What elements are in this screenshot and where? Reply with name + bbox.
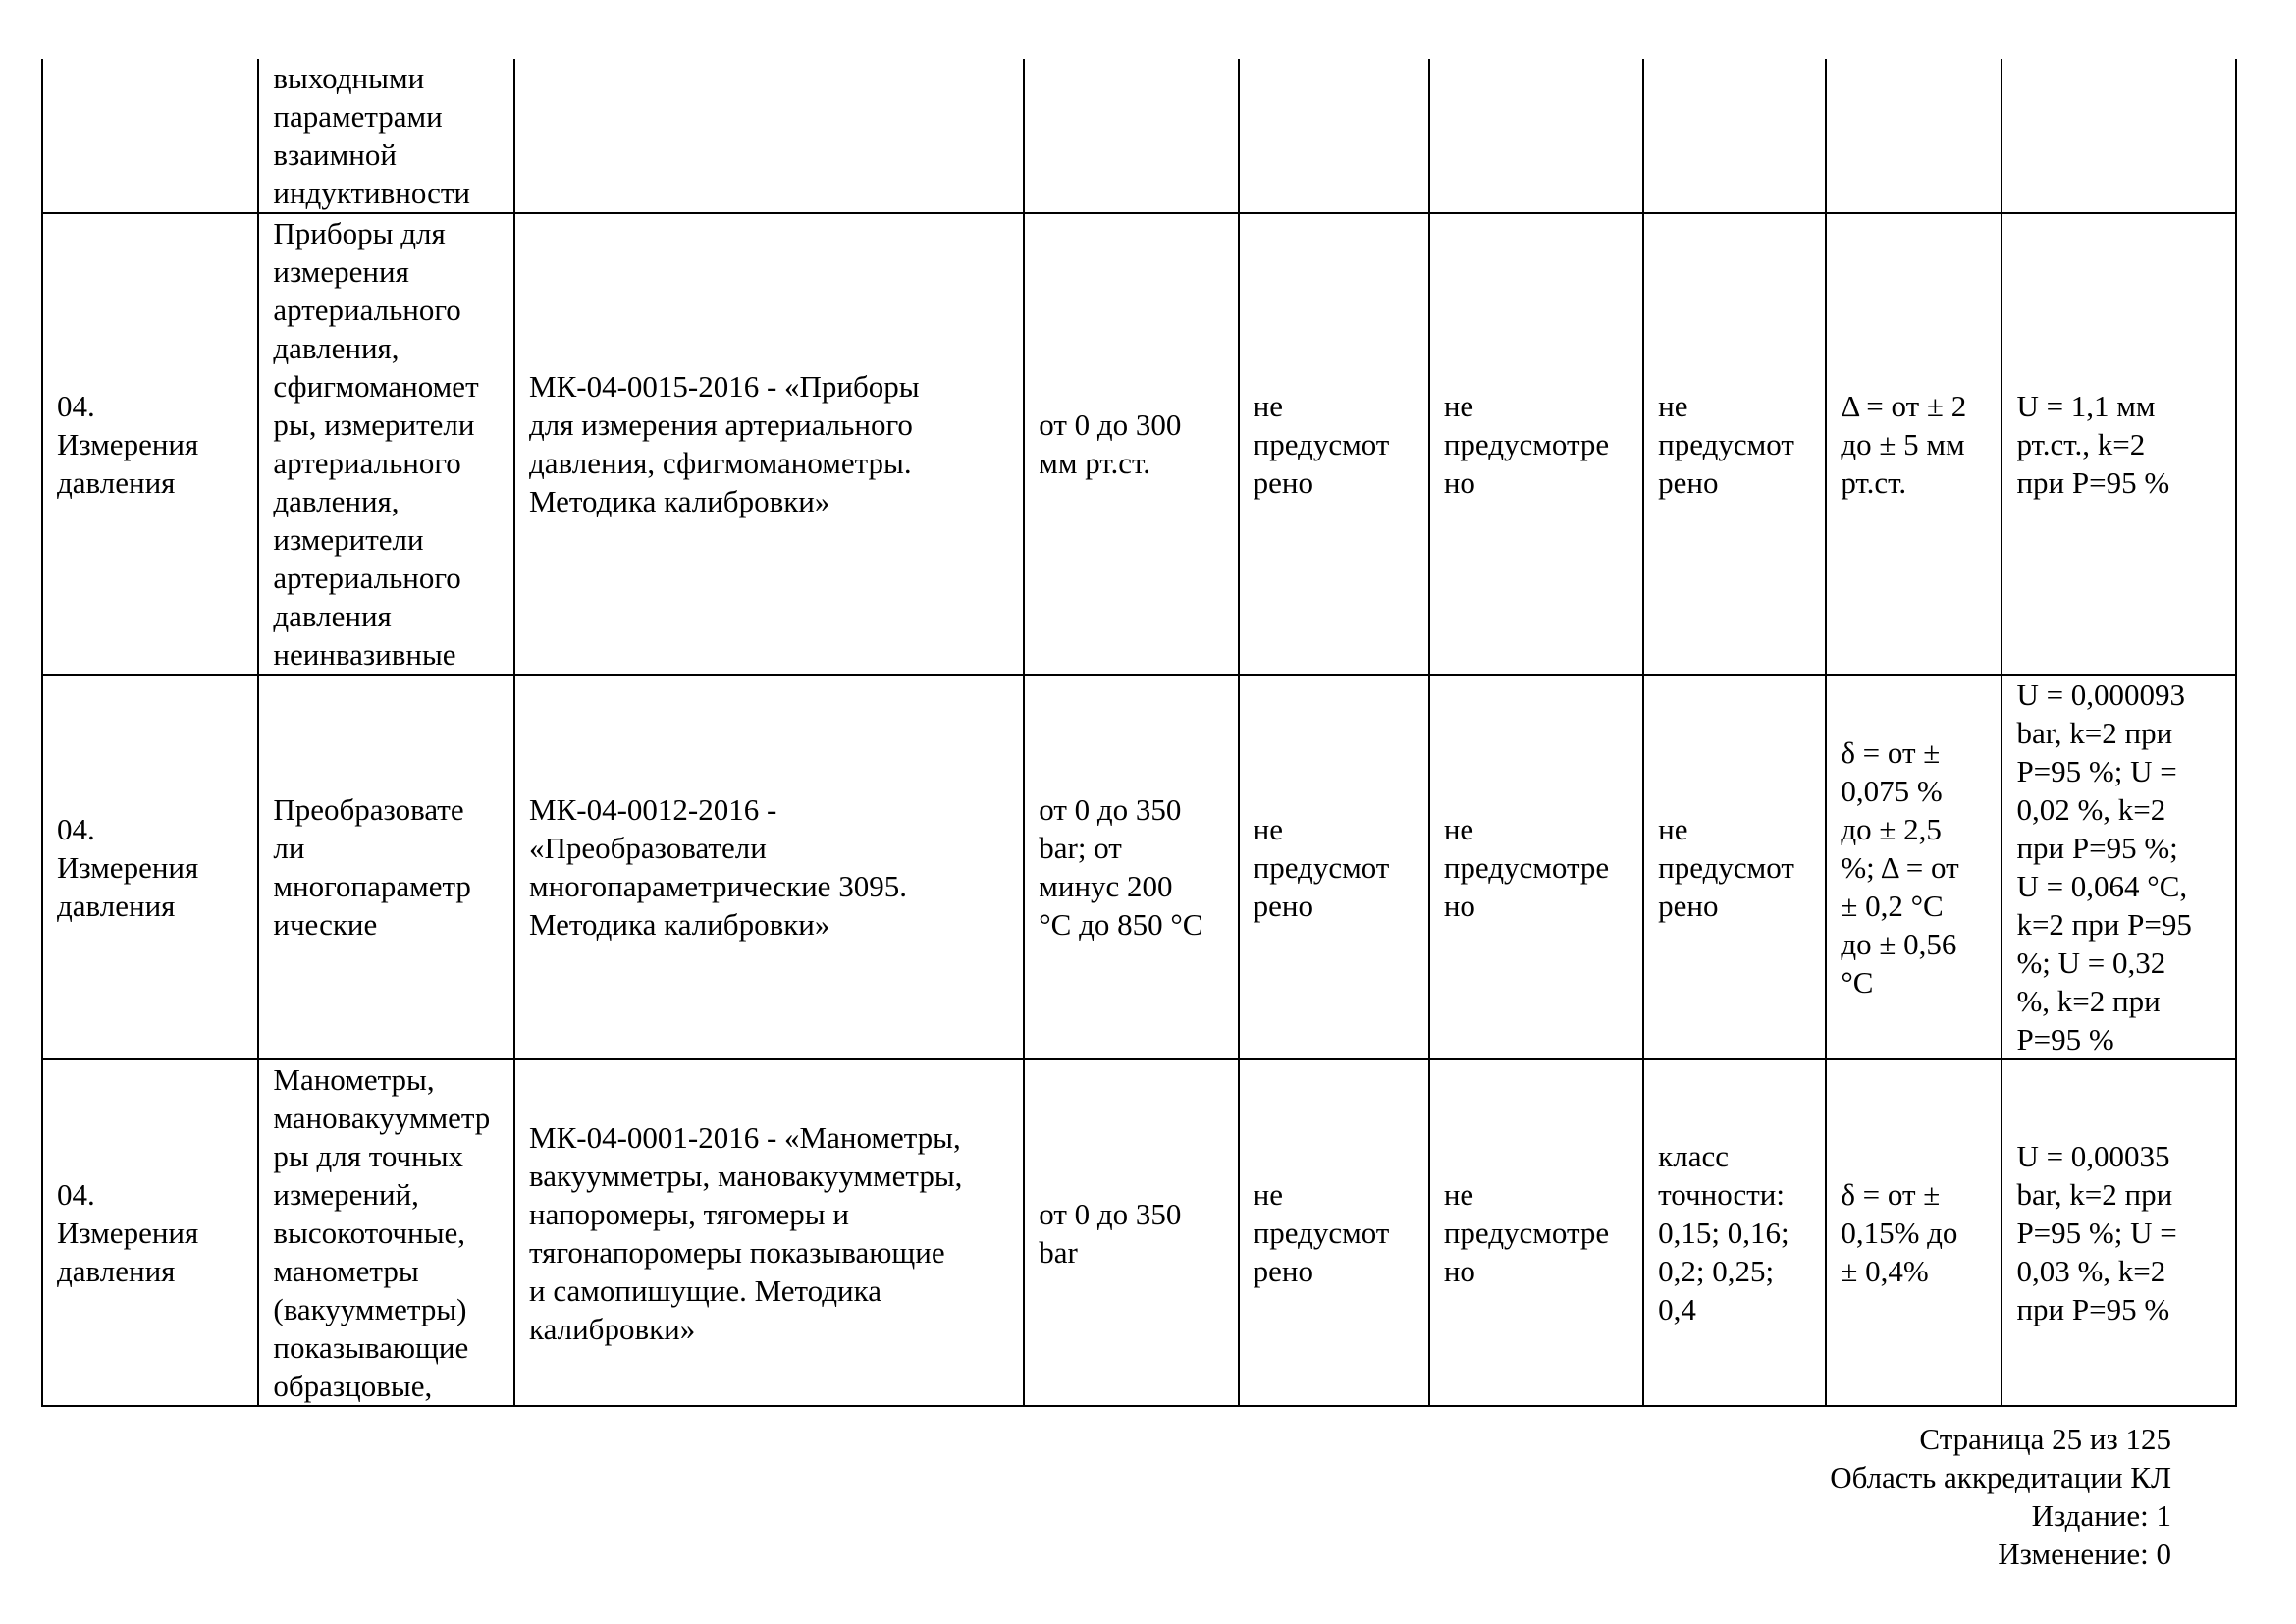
uncertainty-cell (2002, 1059, 2236, 1406)
cell-text-line: но (1443, 888, 1475, 923)
cell-text-line: U = 0,000093 (2016, 677, 2186, 712)
cell-text-line: 0,075 % (1841, 773, 1943, 808)
col7-cell (1643, 213, 1826, 675)
accuracy-cell (1826, 213, 2002, 675)
change-number: Изменение: 0 (1998, 1537, 2171, 1571)
cell-text-line: высокоточные, (273, 1216, 466, 1250)
cell-text-line: манометры (273, 1254, 419, 1288)
col5-cell (1239, 213, 1429, 675)
cell-text-line: Измерения (57, 849, 199, 885)
col6-cell (1429, 1059, 1643, 1406)
cell-text-line: не (1253, 1177, 1283, 1212)
cell-text-line: Приборы для (273, 216, 446, 250)
method-cell (514, 1059, 1024, 1406)
page-footer (1571, 1420, 2171, 1573)
cell-text-line: но (1443, 1254, 1475, 1288)
cell-text-line: до ± 2,5 (1841, 811, 1942, 846)
col7-cell (1643, 59, 1826, 213)
cell-text-line: сфигмоманомет (273, 369, 479, 404)
uncertainty-cell (2002, 675, 2236, 1059)
cell-text-line: °C (1841, 964, 1874, 1000)
cell-text-line: рено (1658, 888, 1719, 923)
cell-text-line: 0,4 (1658, 1292, 1696, 1326)
cell-text-line: ические (273, 907, 378, 942)
cell-text-line: рено (1253, 1254, 1313, 1288)
range-cell (1024, 675, 1238, 1059)
cell-text-line: 04. (57, 811, 95, 846)
cell-text-line: k=2 при P=95 (2016, 907, 2192, 942)
cell-text-line: при P=95 % (2016, 1292, 2170, 1326)
cell-text-line: не (1443, 1177, 1474, 1212)
accuracy-cell (1826, 675, 2002, 1059)
cell-text-line: 04. (57, 1177, 95, 1212)
cell-text-line: давления (57, 888, 176, 923)
cell-text-line: δ = от ± (1841, 734, 1941, 770)
accuracy-cell (1826, 1059, 2002, 1406)
cell-text-line: калибровки» (529, 1311, 696, 1346)
cell-text-line: давления (57, 1254, 176, 1288)
cell-text-line: артериального (273, 561, 461, 595)
cell-text-line: при P=95 % (2016, 464, 2170, 500)
cell-text-line: тягонапоромеры показывающие (529, 1234, 945, 1270)
cell-text-line: при P=95 %; (2016, 831, 2178, 865)
cell-text-line: предусмотре (1443, 426, 1610, 461)
cell-text-line: образцовые, (273, 1369, 433, 1403)
col5-cell (1239, 59, 1429, 213)
cell-text-line: °C до 850 °C (1039, 907, 1203, 942)
cell-text-line: «Преобразователи (529, 831, 767, 865)
cell-text-line: предусмот (1658, 426, 1794, 461)
cell-text-line: предусмотре (1443, 1216, 1610, 1250)
cell-text-line: неинвазивные (273, 637, 456, 672)
cell-text-line: предусмот (1253, 1216, 1390, 1250)
cell-text-line: bar, k=2 при (2016, 716, 2173, 750)
cell-text-line: до ± 5 мм (1841, 426, 1965, 461)
cell-text-line: ли (273, 831, 305, 865)
cell-text-line: многопараметр (273, 869, 471, 903)
col5-cell (1239, 1059, 1429, 1406)
cell-text-line: U = 0,064 °C, (2016, 869, 2188, 903)
cell-text-line: U = 1,1 мм (2016, 388, 2156, 423)
cell-text-line: измерения (273, 254, 409, 289)
cell-text-line: точности: (1658, 1177, 1785, 1212)
cell-text-line: %; Δ = от (1841, 849, 1959, 885)
cell-text-line: мановакуумметр (273, 1101, 491, 1135)
cell-text-line: взаимной (273, 137, 397, 172)
uncertainty-cell (2002, 59, 2236, 213)
cell-text-line: рено (1253, 464, 1313, 500)
edition-number: Издание: 1 (2031, 1498, 2171, 1533)
cell-text-line: артериального (273, 446, 461, 480)
cell-text-line: P=95 %; U = (2016, 1216, 2177, 1250)
cell-text-line: давления (273, 599, 392, 633)
cell-text-line: до ± 0,56 (1841, 926, 1957, 961)
measured-object-cell (258, 213, 514, 675)
col7-cell (1643, 675, 1826, 1059)
cell-text-line: измерений, (273, 1177, 419, 1212)
cell-text-line: (вакуумметры) (273, 1292, 467, 1326)
cell-text-line: многопараметрические 3095. (529, 869, 907, 903)
cell-text-line: напоромеры, тягомеры и (529, 1196, 849, 1231)
cell-text-line: Измерения (57, 426, 199, 461)
cell-text-line: не (1658, 811, 1688, 846)
accreditation-scope-table (41, 59, 2237, 1407)
cell-text-line: МК-04-0012-2016 - (529, 792, 777, 827)
cell-text-line: измерители (273, 522, 424, 557)
cell-text-line: класс (1658, 1139, 1729, 1173)
cell-text-line: вакуумметры, мановакуумметры, (529, 1158, 963, 1193)
col7-cell (1643, 1059, 1826, 1406)
cell-text-line: Методика калибровки» (529, 907, 830, 942)
cell-text-line: МК-04-0015-2016 - «Приборы (529, 369, 920, 404)
cell-text-line: показывающие (273, 1330, 469, 1365)
cell-text-line: для измерения артериального (529, 407, 913, 442)
cell-text-line: ± 0,2 °C (1841, 888, 1944, 923)
cell-text-line: ± 0,4% (1841, 1254, 1929, 1288)
table-row (42, 213, 2236, 675)
cell-text-line: мм рт.ст. (1039, 446, 1151, 480)
cell-text-line: 04. (57, 388, 95, 423)
measurement-field-cell (42, 59, 258, 213)
cell-text-line: давления (57, 464, 176, 500)
cell-text-line: МК-04-0001-2016 - «Манометры, (529, 1119, 961, 1155)
cell-text-line: 0,03 %, k=2 (2016, 1254, 2166, 1288)
cell-text-line: Манометры, (273, 1062, 435, 1097)
cell-text-line: параметрами (273, 99, 443, 134)
cell-text-line: Δ = от ± 2 (1841, 388, 1967, 423)
cell-text-line: Измерения (57, 1216, 199, 1250)
range-cell (1024, 213, 1238, 675)
method-cell (514, 59, 1024, 213)
measured-object-cell (258, 59, 514, 213)
range-cell (1024, 1059, 1238, 1406)
table-row (42, 675, 2236, 1059)
cell-text-line: не (1443, 811, 1474, 846)
table-row (42, 1059, 2236, 1406)
cell-text-line: 0,15% до (1841, 1216, 1958, 1250)
range-cell (1024, 59, 1238, 213)
cell-text-line: δ = от ± (1841, 1177, 1941, 1212)
cell-text-line: артериального (273, 293, 461, 327)
cell-text-line: давления, (273, 484, 400, 518)
page-number: Страница 25 из 125 (1919, 1422, 2171, 1456)
cell-text-line: от 0 до 350 (1039, 792, 1182, 827)
measurement-field-cell (42, 1059, 258, 1406)
cell-text-line: %; U = 0,32 (2016, 946, 2166, 980)
cell-text-line: но (1443, 464, 1475, 500)
cell-text-line: предусмот (1253, 426, 1390, 461)
cell-text-line: минус 200 (1039, 869, 1173, 903)
cell-text-line: bar, k=2 при (2016, 1177, 2173, 1212)
cell-text-line: P=95 % (2016, 1022, 2114, 1056)
table-row (42, 59, 2236, 213)
cell-text-line: не (1253, 811, 1283, 846)
cell-text-line: 0,15; 0,16; (1658, 1216, 1789, 1250)
cell-text-line: от 0 до 350 (1039, 1196, 1182, 1231)
cell-text-line: 0,02 %, k=2 (2016, 792, 2166, 827)
cell-text-line: от 0 до 300 (1039, 407, 1182, 442)
cell-text-line: bar; от (1039, 831, 1122, 865)
cell-text-line: не (1253, 388, 1283, 423)
cell-text-line: давления, (273, 331, 400, 365)
cell-text-line: bar (1039, 1234, 1078, 1270)
cell-text-line: рено (1253, 888, 1313, 923)
cell-text-line: предусмот (1658, 849, 1794, 885)
col6-cell (1429, 59, 1643, 213)
cell-text-line: не (1658, 388, 1688, 423)
cell-text-line: не (1443, 388, 1474, 423)
uncertainty-cell (2002, 213, 2236, 675)
cell-text-line: давления, сфигмоманометры. (529, 446, 912, 480)
cell-text-line: индуктивности (273, 176, 471, 210)
cell-text-line: предусмотре (1443, 849, 1610, 885)
cell-text-line: ры, измерители (273, 407, 475, 442)
cell-text-line: P=95 %; U = (2016, 754, 2177, 788)
cell-text-line: рт.ст., k=2 (2016, 426, 2146, 461)
cell-text-line: Методика калибровки» (529, 484, 830, 518)
method-cell (514, 213, 1024, 675)
col6-cell (1429, 213, 1643, 675)
col6-cell (1429, 675, 1643, 1059)
cell-text-line: ры для точных (273, 1139, 464, 1173)
cell-text-line: предусмот (1253, 849, 1390, 885)
document-scope: Область аккредитации КЛ (1830, 1460, 2171, 1494)
accuracy-cell (1826, 59, 2002, 213)
cell-text-line: Преобразовате (273, 792, 464, 827)
cell-text-line: рено (1658, 464, 1719, 500)
cell-text-line: U = 0,00035 (2016, 1139, 2170, 1173)
col5-cell (1239, 675, 1429, 1059)
cell-text-line: рт.ст. (1841, 464, 1907, 500)
cell-text-line: выходными (273, 61, 425, 95)
measurement-field-cell (42, 213, 258, 675)
cell-text-line: 0,2; 0,25; (1658, 1254, 1775, 1288)
measured-object-cell (258, 1059, 514, 1406)
measured-object-cell (258, 675, 514, 1059)
method-cell (514, 675, 1024, 1059)
cell-text-line: %, k=2 при (2016, 984, 2161, 1018)
cell-text-line: и самопишущие. Методика (529, 1272, 881, 1308)
measurement-field-cell (42, 675, 258, 1059)
